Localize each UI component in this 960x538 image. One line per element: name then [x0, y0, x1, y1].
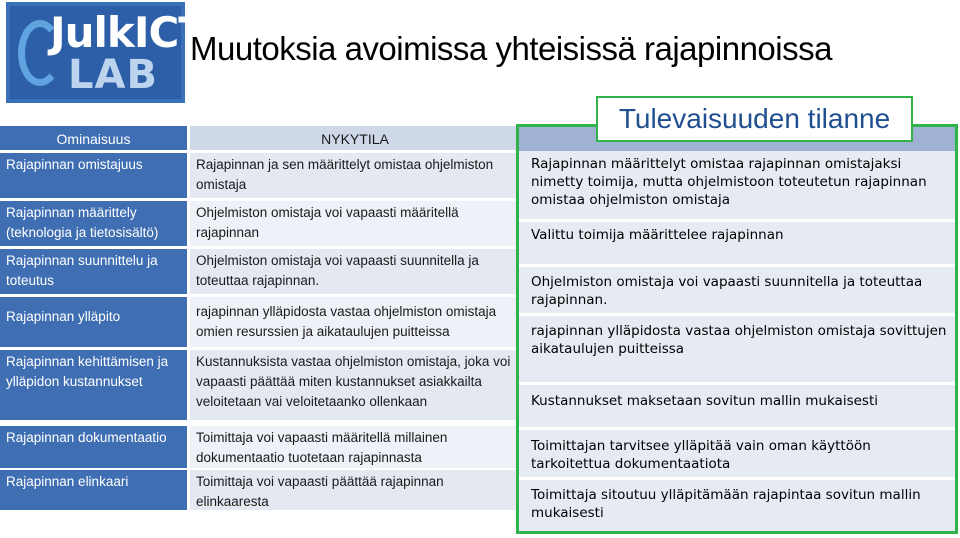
future-divider: [519, 264, 955, 267]
future-cell: Ohjelmiston omistaja voi vapaasti suunnitella ja toteuttaa rajapinnan.: [531, 274, 923, 308]
current-cell: Kustannuksista vastaa ohjelmiston omistaja, joka voi vapaasti päättää miten kustannukset asiakkailta veloitetaan vai veloitetaanko ollenkaan: [190, 350, 520, 420]
logo-line2: LAB: [68, 52, 158, 98]
future-divider: [519, 427, 955, 430]
feature-cell: Rajapinnan dokumentaatio: [0, 426, 187, 468]
future-state-label: Tulevaisuuden tilanne: [596, 96, 913, 142]
current-cell: Ohjelmiston omistaja voi vapaasti määritellä rajapinnan: [190, 201, 520, 246]
feature-cell: Rajapinnan omistajuus: [0, 153, 187, 198]
future-divider: [519, 219, 955, 222]
future-panel: [516, 124, 958, 534]
feature-cell: Rajapinnan kehittämisen ja ylläpidon kustannukset: [0, 350, 187, 420]
julkict-lab-logo: [6, 2, 206, 103]
feature-cell: Rajapinnan määrittely (teknologia ja tietosisältö): [0, 201, 187, 246]
header-current: NYKYTILA: [190, 126, 520, 150]
future-divider: [519, 382, 955, 385]
slide-title: Muutoksia avoimissa yhteisissä rajapinnoissa: [190, 30, 832, 67]
table-header: [0, 126, 520, 150]
future-cell: rajapinnan ylläpidosta vastaa ohjelmiston omistaja sovittujen aikataulujen puitteissa: [531, 323, 947, 357]
logo-line1: JulkICT: [50, 8, 206, 57]
feature-cell: Rajapinnan ylläpito: [0, 297, 187, 347]
feature-cell: Rajapinnan elinkaari: [0, 470, 187, 510]
header-feature: Ominaisuus: [0, 126, 187, 150]
future-divider: [519, 477, 955, 480]
future-cell: Valittu toimija määrittelee rajapinnan: [531, 227, 784, 243]
future-cell: Kustannukset maksetaan sovitun mallin mukaisesti: [531, 393, 878, 409]
current-cell: Ohjelmiston omistaja voi vapaasti suunnitella ja toteuttaa rajapinnan.: [190, 249, 520, 294]
future-divider: [519, 313, 955, 316]
current-cell: Rajapinnan ja sen määrittelyt omistaa ohjelmiston omistaja: [190, 153, 520, 198]
current-cell: rajapinnan ylläpidosta vastaa ohjelmiston omistaja omien resurssien ja aikataulujen puitteissa: [190, 297, 520, 347]
future-cell: Toimittaja sitoutuu ylläpitämään rajapintaa sovitun mallin mukaisesti: [531, 487, 921, 521]
future-cell: Rajapinnan määrittelyt omistaa rajapinnan omistajaksi nimetty toimija, mutta ohjelmistoon toteutetun rajapinnan omistaa ohjelmiston omistaja: [531, 156, 927, 208]
future-cell: Toimittajan tarvitsee ylläpitää vain oman käyttöön tarkoitettua dokumentaatiota: [531, 438, 871, 472]
current-cell: Toimittaja voi vapaasti määritellä millainen dokumentaatio tuotetaan rajapinnasta: [190, 426, 520, 468]
feature-cell: Rajapinnan suunnittelu ja toteutus: [0, 249, 187, 294]
current-cell: Toimittaja voi vapaasti päättää rajapinnan elinkaaresta: [190, 470, 520, 510]
